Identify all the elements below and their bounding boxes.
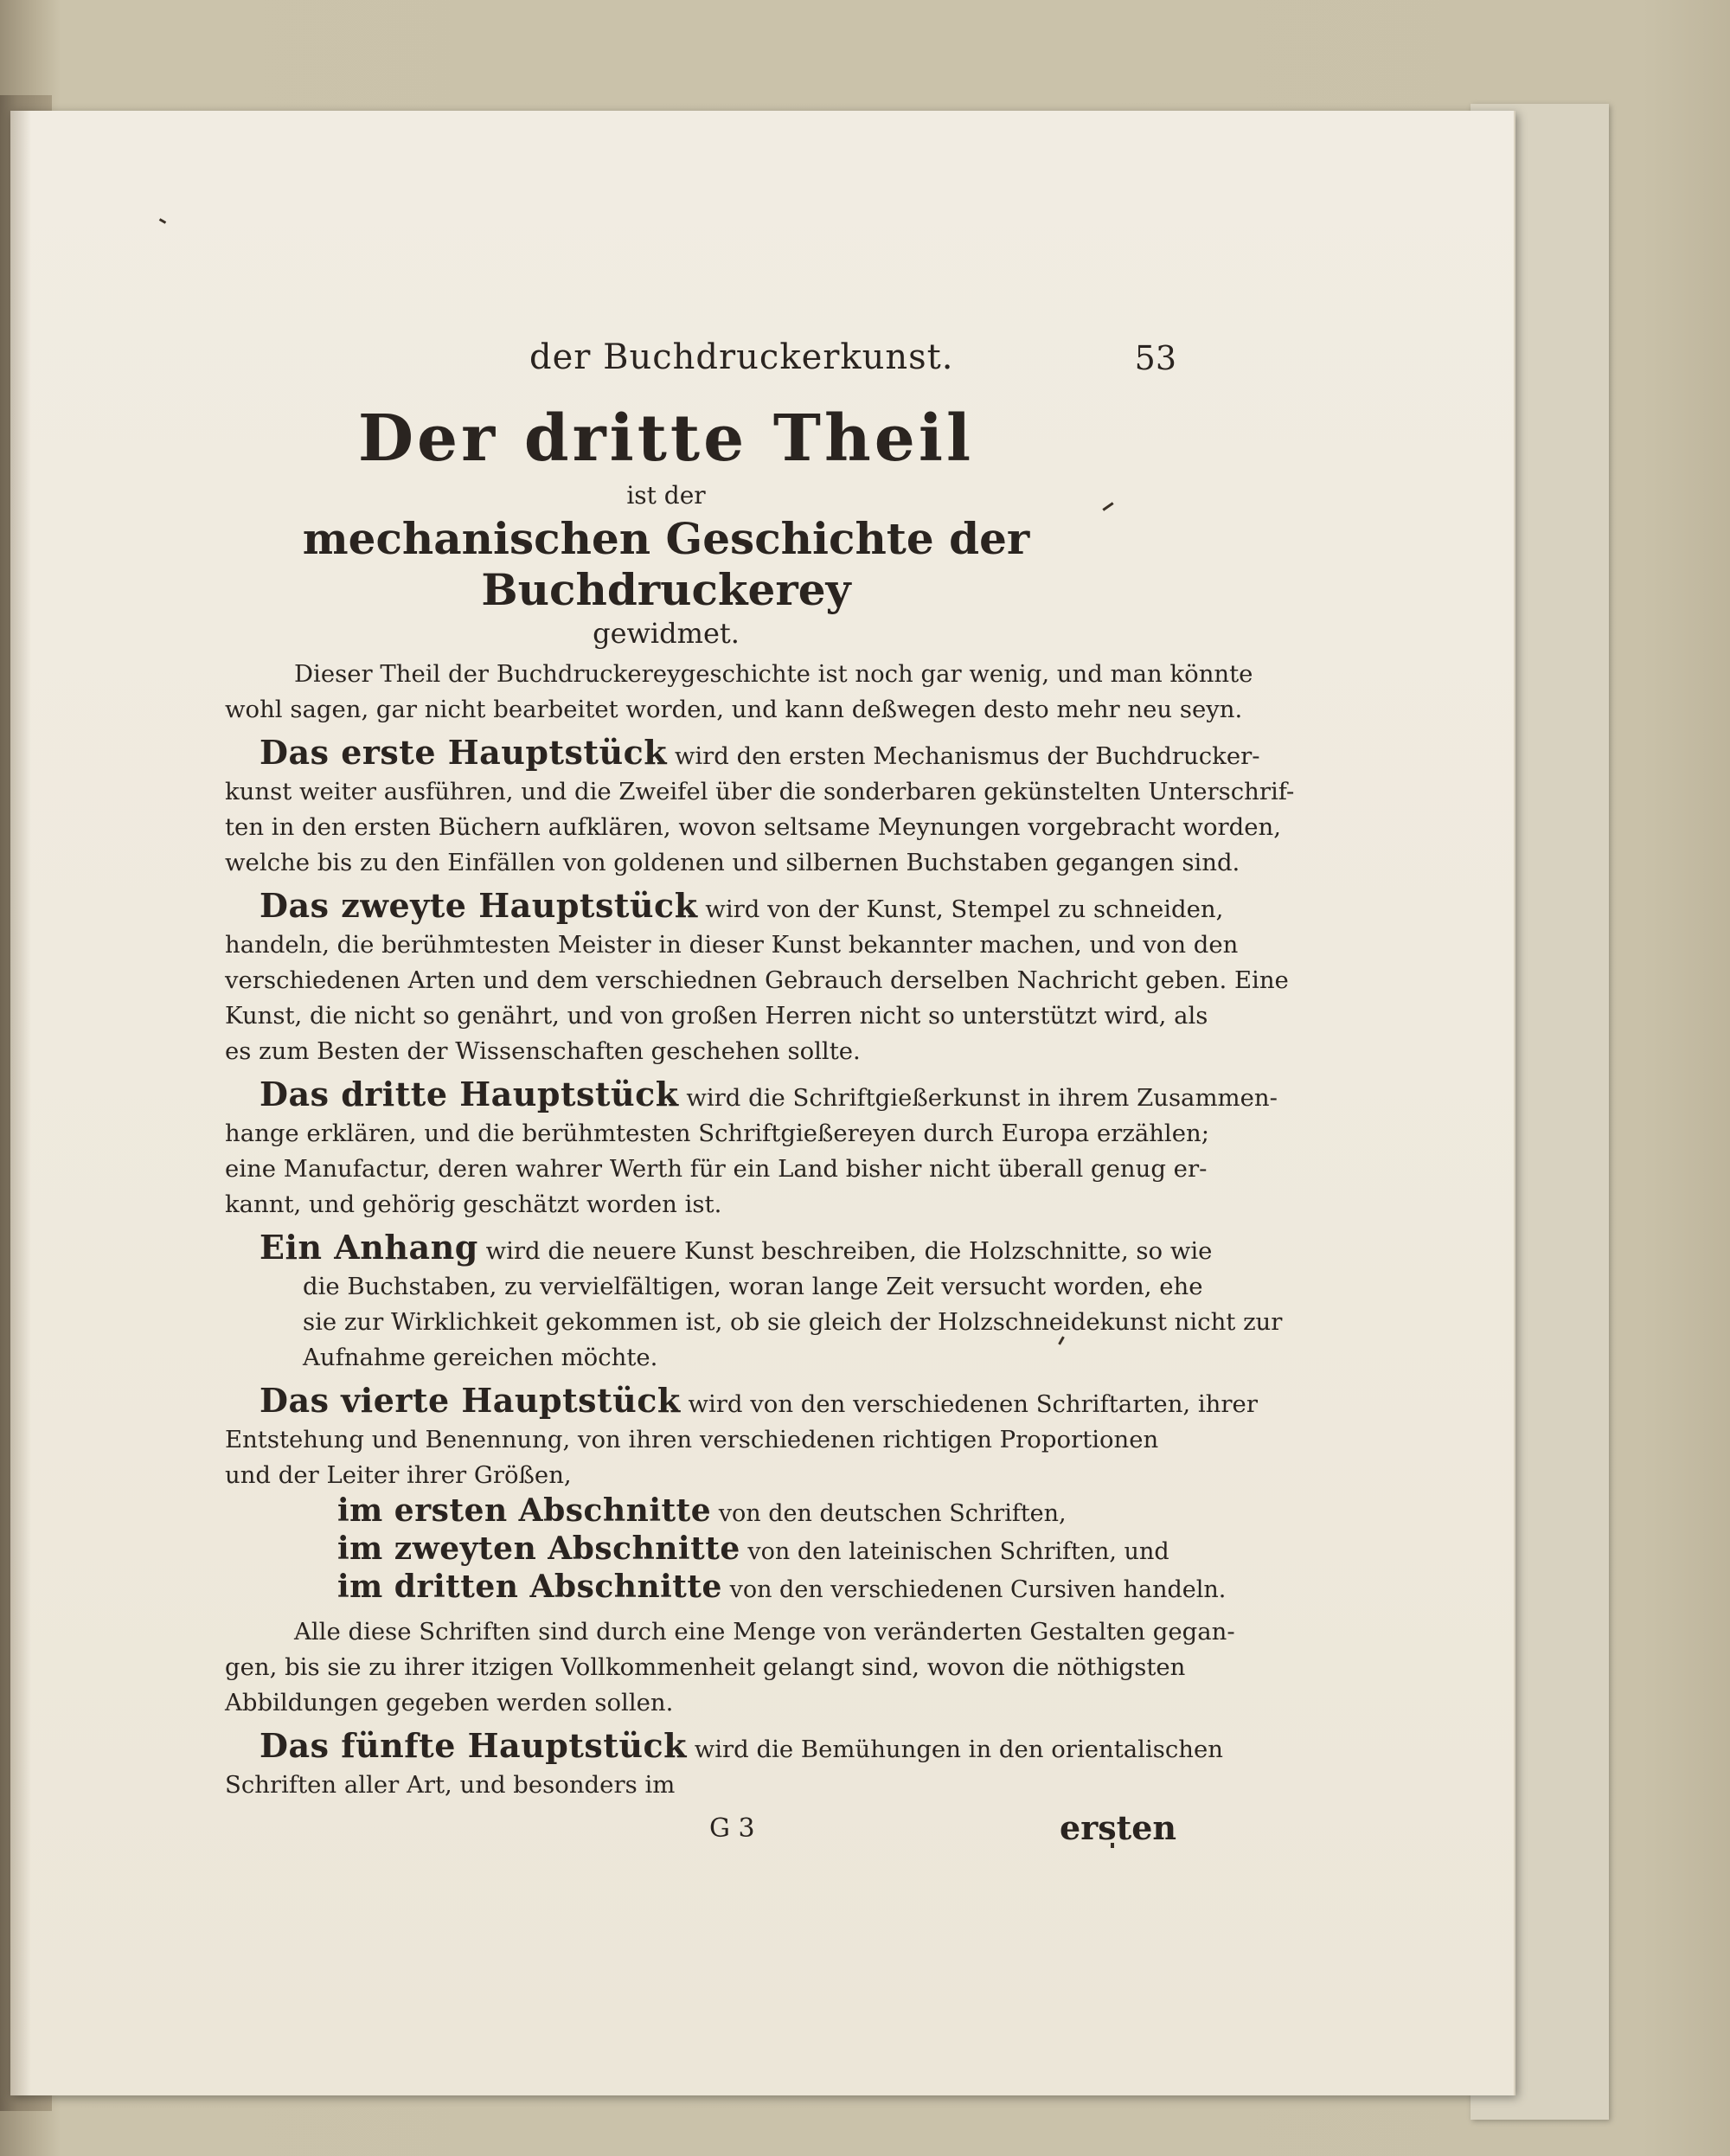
chapter-lead: Das vierte Hauptstück	[260, 1381, 681, 1420]
text-run: wird von der Kunst, Stempel zu schneiden,	[705, 895, 1224, 923]
section-line	[225, 1493, 1168, 1531]
text-line	[225, 733, 1260, 774]
text-line	[225, 1075, 1278, 1116]
text-line: und der Leiter ihrer Größen,	[225, 1461, 572, 1489]
catchword: ersten	[1060, 1808, 1176, 1847]
text-line: gen, bis sie zu ihrer itzigen Vollkommenheit gelangt sind, wovon die nöthigsten	[225, 1653, 1186, 1681]
section-lead: im zweyten Abschnitte	[337, 1530, 740, 1567]
text-line	[225, 1381, 1258, 1422]
text-line: sie zur Wirklichkeit gekommen ist, ob sie gleich der Holzschneidekunst nicht zur	[303, 1308, 1283, 1336]
text-line: ten in den ersten Büchern aufklären, wovon seltsame Meynungen vorgebracht worden,	[225, 813, 1281, 841]
text-run: von den deutschen Schriften,	[718, 1500, 1067, 1527]
text-line: hange erklären, und die berühmtesten Schriftgießereyen durch Europa erzählen;	[225, 1120, 1209, 1147]
text-line: Dieser Theil der Buchdruckereygeschichte ist noch gar wenig, und man könnte	[294, 660, 1253, 688]
page-text	[225, 329, 1295, 1860]
paragraph-alle-schriften	[225, 1614, 1235, 1721]
text-run: von den verschiedenen Cursiven handeln.	[729, 1576, 1227, 1603]
text-run: wird die neuere Kunst beschreiben, die Holzschnitte, so wie	[485, 1237, 1213, 1265]
page-number: 53	[1134, 339, 1176, 377]
text-line: die Buchstaben, zu vervielfältigen, woran lange Zeit versucht worden, ehe	[303, 1273, 1203, 1300]
section-line	[225, 1569, 1227, 1607]
paragraph-erstes-hauptstueck	[225, 733, 1295, 881]
text-line: Abbildungen gegeben werden sollen.	[225, 1689, 674, 1716]
text-line: kunst weiter ausführen, und die Zweifel über die sonderbaren gekünstelten Unterschrif-	[225, 778, 1295, 805]
chapter-lead: Das erste Hauptstück	[260, 733, 668, 772]
text-line: Schriften aller Art, und besonders im	[225, 1771, 676, 1799]
part-title-dedication: gewidmet.	[593, 617, 740, 650]
section-lead: im ersten Abschnitte	[337, 1492, 712, 1529]
text-line: welche bis zu den Einfällen von goldenen und silbernen Buchstaben gegangen sind.	[225, 849, 1240, 876]
text-line: wohl sagen, gar nicht bearbeitet worden, und kann deßwegen desto mehr neu seyn.	[225, 696, 1243, 723]
text-line: es zum Besten der Wissenschaften geschehen sollte.	[225, 1037, 861, 1065]
paragraph-drittes-hauptstueck	[225, 1075, 1278, 1222]
text-run: von den lateinischen Schriften, und	[747, 1538, 1169, 1565]
page-footer	[225, 1808, 1176, 1860]
text-line	[225, 1726, 1223, 1768]
text-line: Kunst, die nicht so genährt, und von großen Herren nicht so unterstützt wird, als	[225, 1002, 1208, 1030]
text-line: verschiedenen Arten und dem verschiednen Gebrauch derselben Nachricht geben. Eine	[225, 966, 1289, 994]
text-run: wird den ersten Mechanismus der Buchdrucker-	[674, 742, 1260, 770]
chapter-lead: Das zweyte Hauptstück	[260, 886, 698, 925]
running-title: der Buchdruckerkunst.	[529, 337, 954, 377]
paragraph-viertes-hauptstueck	[225, 1381, 1258, 1607]
intro-paragraph	[225, 657, 1253, 728]
text-line	[225, 886, 1224, 927]
text-run: wird die Schriftgießerkunst in ihrem Zusammen-	[686, 1084, 1278, 1112]
part-title: Der dritte Theil	[357, 401, 975, 476]
paragraph-fuenftes-hauptstueck	[225, 1726, 1223, 1803]
text-line: kannt, und gehörig geschätzt worden ist.	[225, 1190, 722, 1218]
signature-mark: G 3	[709, 1813, 755, 1844]
text-line: Entstehung und Benennung, von ihren verschiedenen richtigen Proportionen	[225, 1426, 1159, 1453]
paragraph-anhang	[225, 1228, 1283, 1376]
section-lead: im dritten Abschnitte	[337, 1569, 722, 1605]
text-run: wird von den verschiedenen Schriftarten, ihrer	[688, 1390, 1258, 1418]
part-subtitle: mechanischen Geschichte der Buchdruckerey	[302, 513, 1030, 615]
chapter-lead: Ein Anhang	[260, 1228, 478, 1267]
text-line: Aufnahme gereichen möchte.	[303, 1344, 658, 1371]
text-line: Alle diese Schriften sind durch eine Menge von veränderten Gestalten gegan-	[294, 1618, 1235, 1646]
chapter-lead: Das dritte Hauptstück	[260, 1075, 679, 1113]
paragraph-zweytes-hauptstueck	[225, 886, 1289, 1069]
text-run: wird die Bemühungen in den orientalischen	[694, 1736, 1223, 1763]
text-line: handeln, die berühmtesten Meister in dieser Kunst bekannter machen, und von den	[225, 931, 1239, 959]
text-line	[225, 1228, 1213, 1269]
part-title-connector: ist der	[626, 481, 706, 510]
running-head	[225, 329, 1176, 389]
chapter-lead: Das fünfte Hauptstück	[260, 1726, 687, 1765]
text-line: eine Manufactur, deren wahrer Werth für ein Land bisher nicht überall genug er-	[225, 1155, 1208, 1183]
section-line	[225, 1531, 1168, 1569]
ink-speck	[159, 218, 166, 224]
